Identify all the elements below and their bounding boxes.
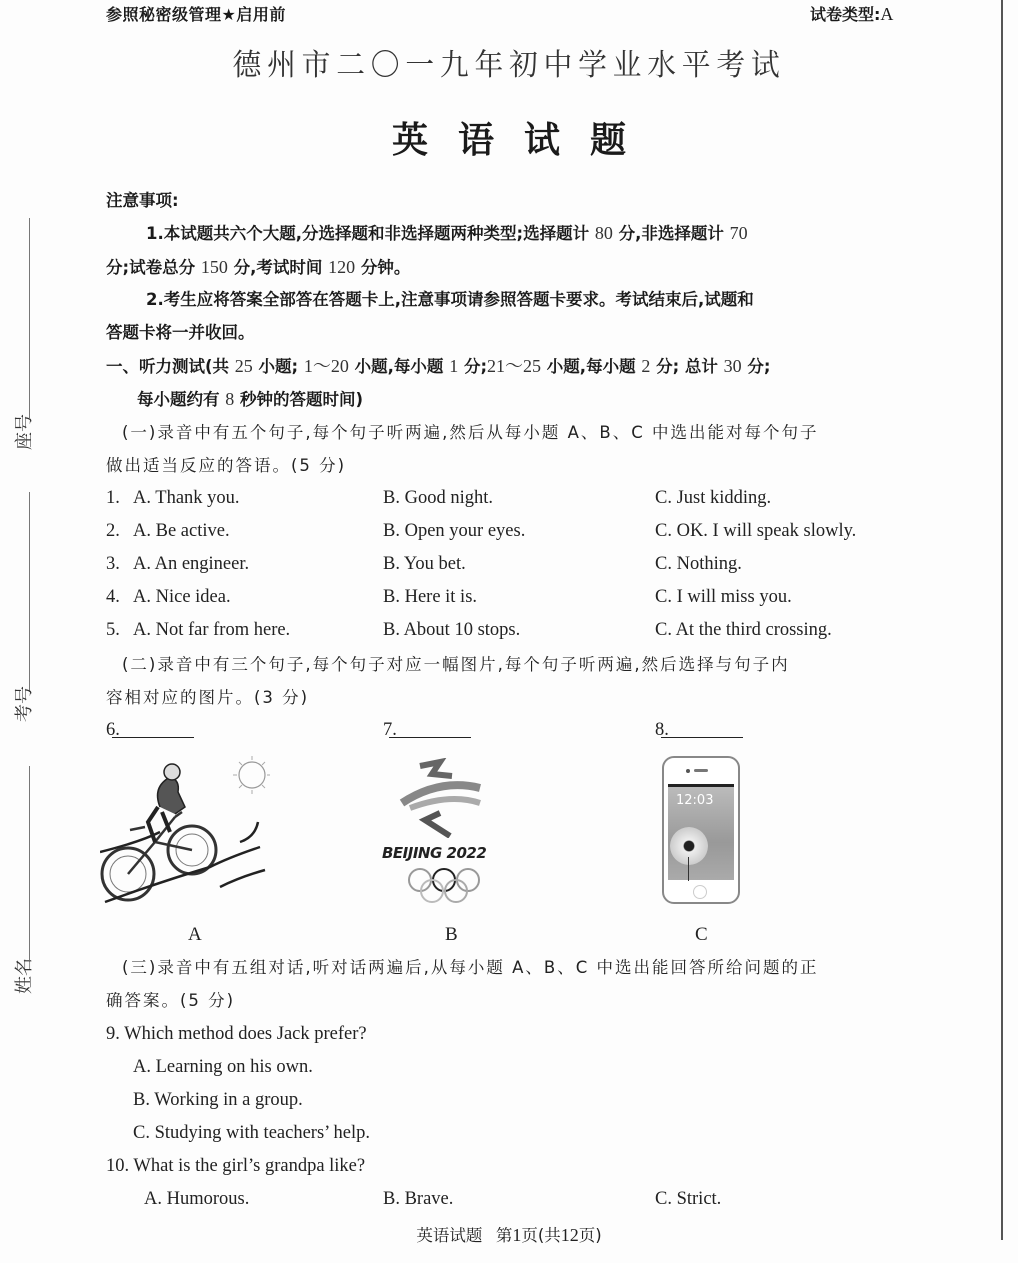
- question-10-options: [106, 1189, 926, 1213]
- seat-number-line: [29, 218, 30, 418]
- exam-number-label: 考号: [14, 686, 35, 722]
- seat-number-label: 座号: [14, 414, 35, 450]
- beijing-2022-logo-icon: [380, 758, 510, 908]
- part-3-instruction-line-1: (三)录音中有五组对话,听对话两遍后,从每小题 A、B、C 中选出能回答所给问题的正: [122, 958, 819, 977]
- option-b: B. About 10 stops.: [383, 620, 521, 640]
- notes-item-1-line-2: 分;试卷总分 150 分,考试时间 120 分钟。: [106, 257, 411, 277]
- option-a: A. Humorous.: [144, 1189, 250, 1209]
- confidential-note: 参照秘密级管理★启用前: [106, 5, 286, 24]
- option-b: B. Here it is.: [383, 587, 478, 607]
- exam-number-line: [29, 492, 30, 692]
- option-b: B. Brave.: [383, 1189, 454, 1209]
- paper-type: [810, 2, 893, 25]
- picture-c-label: C: [695, 924, 708, 945]
- question-5: 5. A. Not far from here. B. About 10 stops. C. At the third crossing.: [106, 620, 832, 640]
- option-c: C. OK. I will speak slowly.: [655, 521, 857, 541]
- subject-title: 英语试题: [391, 120, 656, 161]
- option-a: A. Be active.: [133, 521, 230, 541]
- smartphone-icon: [662, 756, 740, 904]
- paper-type-label: 试卷类型:: [810, 5, 881, 24]
- phone-clock: 12:03: [676, 793, 714, 808]
- question-1: 1. A. Thank you. B. Good night. C. Just kidding.: [106, 488, 772, 508]
- question-2: 2. A. Be active. B. Open your eyes. C. OK. I will speak slowly.: [106, 521, 857, 541]
- question-3: 3. A. An engineer. B. You bet. C. Nothing.: [106, 554, 742, 574]
- cyclist-icon: [100, 752, 270, 907]
- option-c: C. At the third crossing.: [655, 620, 832, 640]
- total-pages: 12: [560, 1225, 579, 1245]
- question-10: 10. What is the girl’s grandpa like?: [106, 1156, 366, 1176]
- notes-item-1-line-1: 1.本试题共六个大题,分选择题和非选择题两种类型;选择题计 80 分,非选择题计 70: [146, 223, 748, 243]
- part-3-instruction-line-2: 确答案。(5 分): [106, 991, 236, 1010]
- right-margin-rule: [1001, 0, 1003, 1240]
- part-1-instruction-line-1: (一)录音中有五个句子,每个句子听两遍,然后从每小题 A、B、C 中选出能对每个句子: [122, 423, 819, 442]
- option-a: A. Not far from here.: [133, 620, 291, 640]
- notes-heading: 注意事项:: [106, 191, 179, 210]
- notes-item-2-line-2: 答题卡将一并收回。: [106, 323, 255, 342]
- question-4: 4. A. Nice idea. B. Here it is. C. I will miss you.: [106, 587, 792, 607]
- option-c: C. I will miss you.: [655, 587, 792, 607]
- beijing-2022-text: BEIJING 2022: [382, 844, 487, 862]
- name-label: 姓名: [14, 958, 35, 994]
- option-b: B. You bet.: [383, 554, 466, 574]
- page-footer: 英语试题 第1页(共12页): [416, 1225, 602, 1245]
- option-b: B. Good night.: [383, 488, 493, 508]
- section-1-heading-line-1: 一、听力测试(共 25 小题; 1～20 小题,每小题 1 分;21～25 小题,每小题 2 分; 总计 30 分;: [106, 356, 771, 376]
- option-b: B. Open your eyes.: [383, 521, 526, 541]
- picture-a-label: A: [188, 924, 202, 945]
- question-9: 9. Which method does Jack prefer?: [106, 1024, 367, 1044]
- option-c: C. Nothing.: [655, 554, 742, 574]
- option-a: A. An engineer.: [133, 554, 250, 574]
- picture-b-label: B: [445, 924, 458, 945]
- name-line: [29, 766, 30, 960]
- exam-title: 德州市二〇一九年初中学业水平考试: [232, 48, 786, 83]
- paper-type-value: A: [880, 4, 894, 24]
- question-9-option-c: C. Studying with teachers’ help.: [133, 1123, 371, 1143]
- part-2-instruction-line-2: 容相对应的图片。(3 分): [106, 688, 310, 707]
- picture-blanks: 6. 7. 8.: [106, 720, 926, 744]
- question-9-option-b: B. Working in a group.: [133, 1090, 303, 1110]
- page-number: 1: [512, 1225, 522, 1245]
- option-a: A. Thank you.: [133, 488, 240, 508]
- question-9-option-a: A. Learning on his own.: [133, 1057, 313, 1077]
- option-c: C. Strict.: [655, 1189, 722, 1209]
- option-a: A. Nice idea.: [133, 587, 231, 607]
- footer-subject: 英语试题: [416, 1226, 483, 1245]
- part-2-instruction-line-1: (二)录音中有三个句子,每个句子对应一幅图片,每个句子听两遍,然后选择与句子内: [122, 655, 790, 674]
- part-1-instruction-line-2: 做出适当反应的答语。(5 分): [106, 456, 347, 475]
- section-1-heading-line-2: 每小题约有 8 秒钟的答题时间): [137, 389, 364, 409]
- notes-item-2-line-1: 2.考生应将答案全部答在答题卡上,注意事项请参照答题卡要求。考试结束后,试题和: [146, 290, 754, 309]
- option-c: C. Just kidding.: [655, 488, 772, 508]
